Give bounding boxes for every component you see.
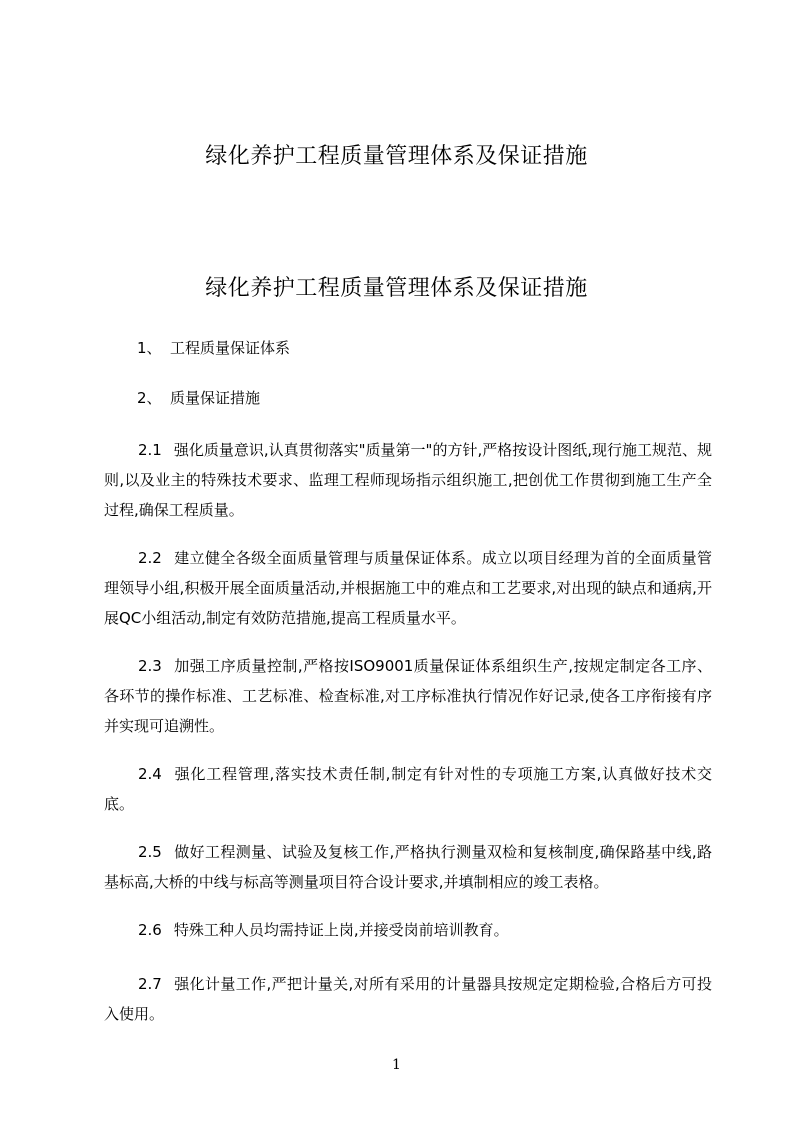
body-paragraph bbox=[104, 837, 712, 897]
paragraph-text: 建立健全各级全面质量管理与质量保证体系。成立以项目经理为首的全面质量管理领导小组,积极开展全面质量活动,并根据施工中的难点和工艺要求,对出现的缺点和通病,开展QC小组活动,制定有效防范措施,提高工程质量水平。 bbox=[104, 549, 712, 627]
paragraph-number: 2.4 bbox=[138, 765, 162, 783]
body-paragraph bbox=[104, 651, 712, 741]
paragraph-number: 2.2 bbox=[138, 549, 162, 567]
page-number: 1 bbox=[392, 1057, 401, 1073]
paragraph-text: 强化质量意识,认真贯彻落实"质量第一"的方针,严格按设计图纸,现行施工规范、规则,以及业主的特殊技术要求、监理工程师现场指示组织施工,把创优工作贯彻到施工生产全过程,确保工程质量。 bbox=[104, 441, 712, 519]
paragraph-text: 做好工程测量、试验及复核工作,严格执行测量双检和复核制度,确保路基中线,路基标高,大桥的中线与标高等测量项目符合设计要求,并填制相应的竣工表格。 bbox=[104, 843, 712, 891]
section-heading bbox=[137, 387, 260, 409]
paragraph-text: 加强工序质量控制,严格按ISO9001质量保证体系组织生产,按规定制定各工序、各环节的操作标准、工艺标准、检查标准,对工序标准执行情况作好记录,使各工序衔接有序并实现可追溯性。 bbox=[104, 657, 712, 735]
paragraph-text: 强化计量工作,严把计量关,对所有采用的计量器具按规定定期检验,合格后方可投入使用。 bbox=[104, 975, 712, 1023]
section-heading bbox=[137, 337, 290, 359]
body-paragraph bbox=[104, 759, 712, 819]
body-paragraph bbox=[104, 969, 712, 1029]
paragraph-text: 强化工程管理,落实技术责任制,制定有针对性的专项施工方案,认真做好技术交底。 bbox=[104, 765, 712, 813]
section-heading-text: 质量保证措施 bbox=[170, 389, 261, 407]
body-paragraph bbox=[104, 915, 712, 945]
paragraph-number: 2.5 bbox=[138, 843, 162, 861]
paragraph-text: 特殊工种人员均需持证上岗,并接受岗前培训教育。 bbox=[173, 921, 509, 939]
paragraph-number: 2.6 bbox=[138, 921, 162, 939]
section-number: 2、 bbox=[137, 389, 162, 407]
paragraph-number: 2.3 bbox=[138, 657, 162, 675]
section-number: 1、 bbox=[137, 339, 162, 357]
paragraph-number: 2.1 bbox=[138, 441, 162, 459]
body-paragraph bbox=[104, 543, 712, 633]
paragraph-number: 2.7 bbox=[138, 975, 162, 993]
section-heading-text: 工程质量保证体系 bbox=[170, 339, 291, 357]
body-paragraph bbox=[104, 435, 712, 525]
document-title-top: 绿化养护工程质量管理体系及保证措施 bbox=[205, 144, 588, 169]
document-title-main: 绿化养护工程质量管理体系及保证措施 bbox=[205, 276, 588, 301]
